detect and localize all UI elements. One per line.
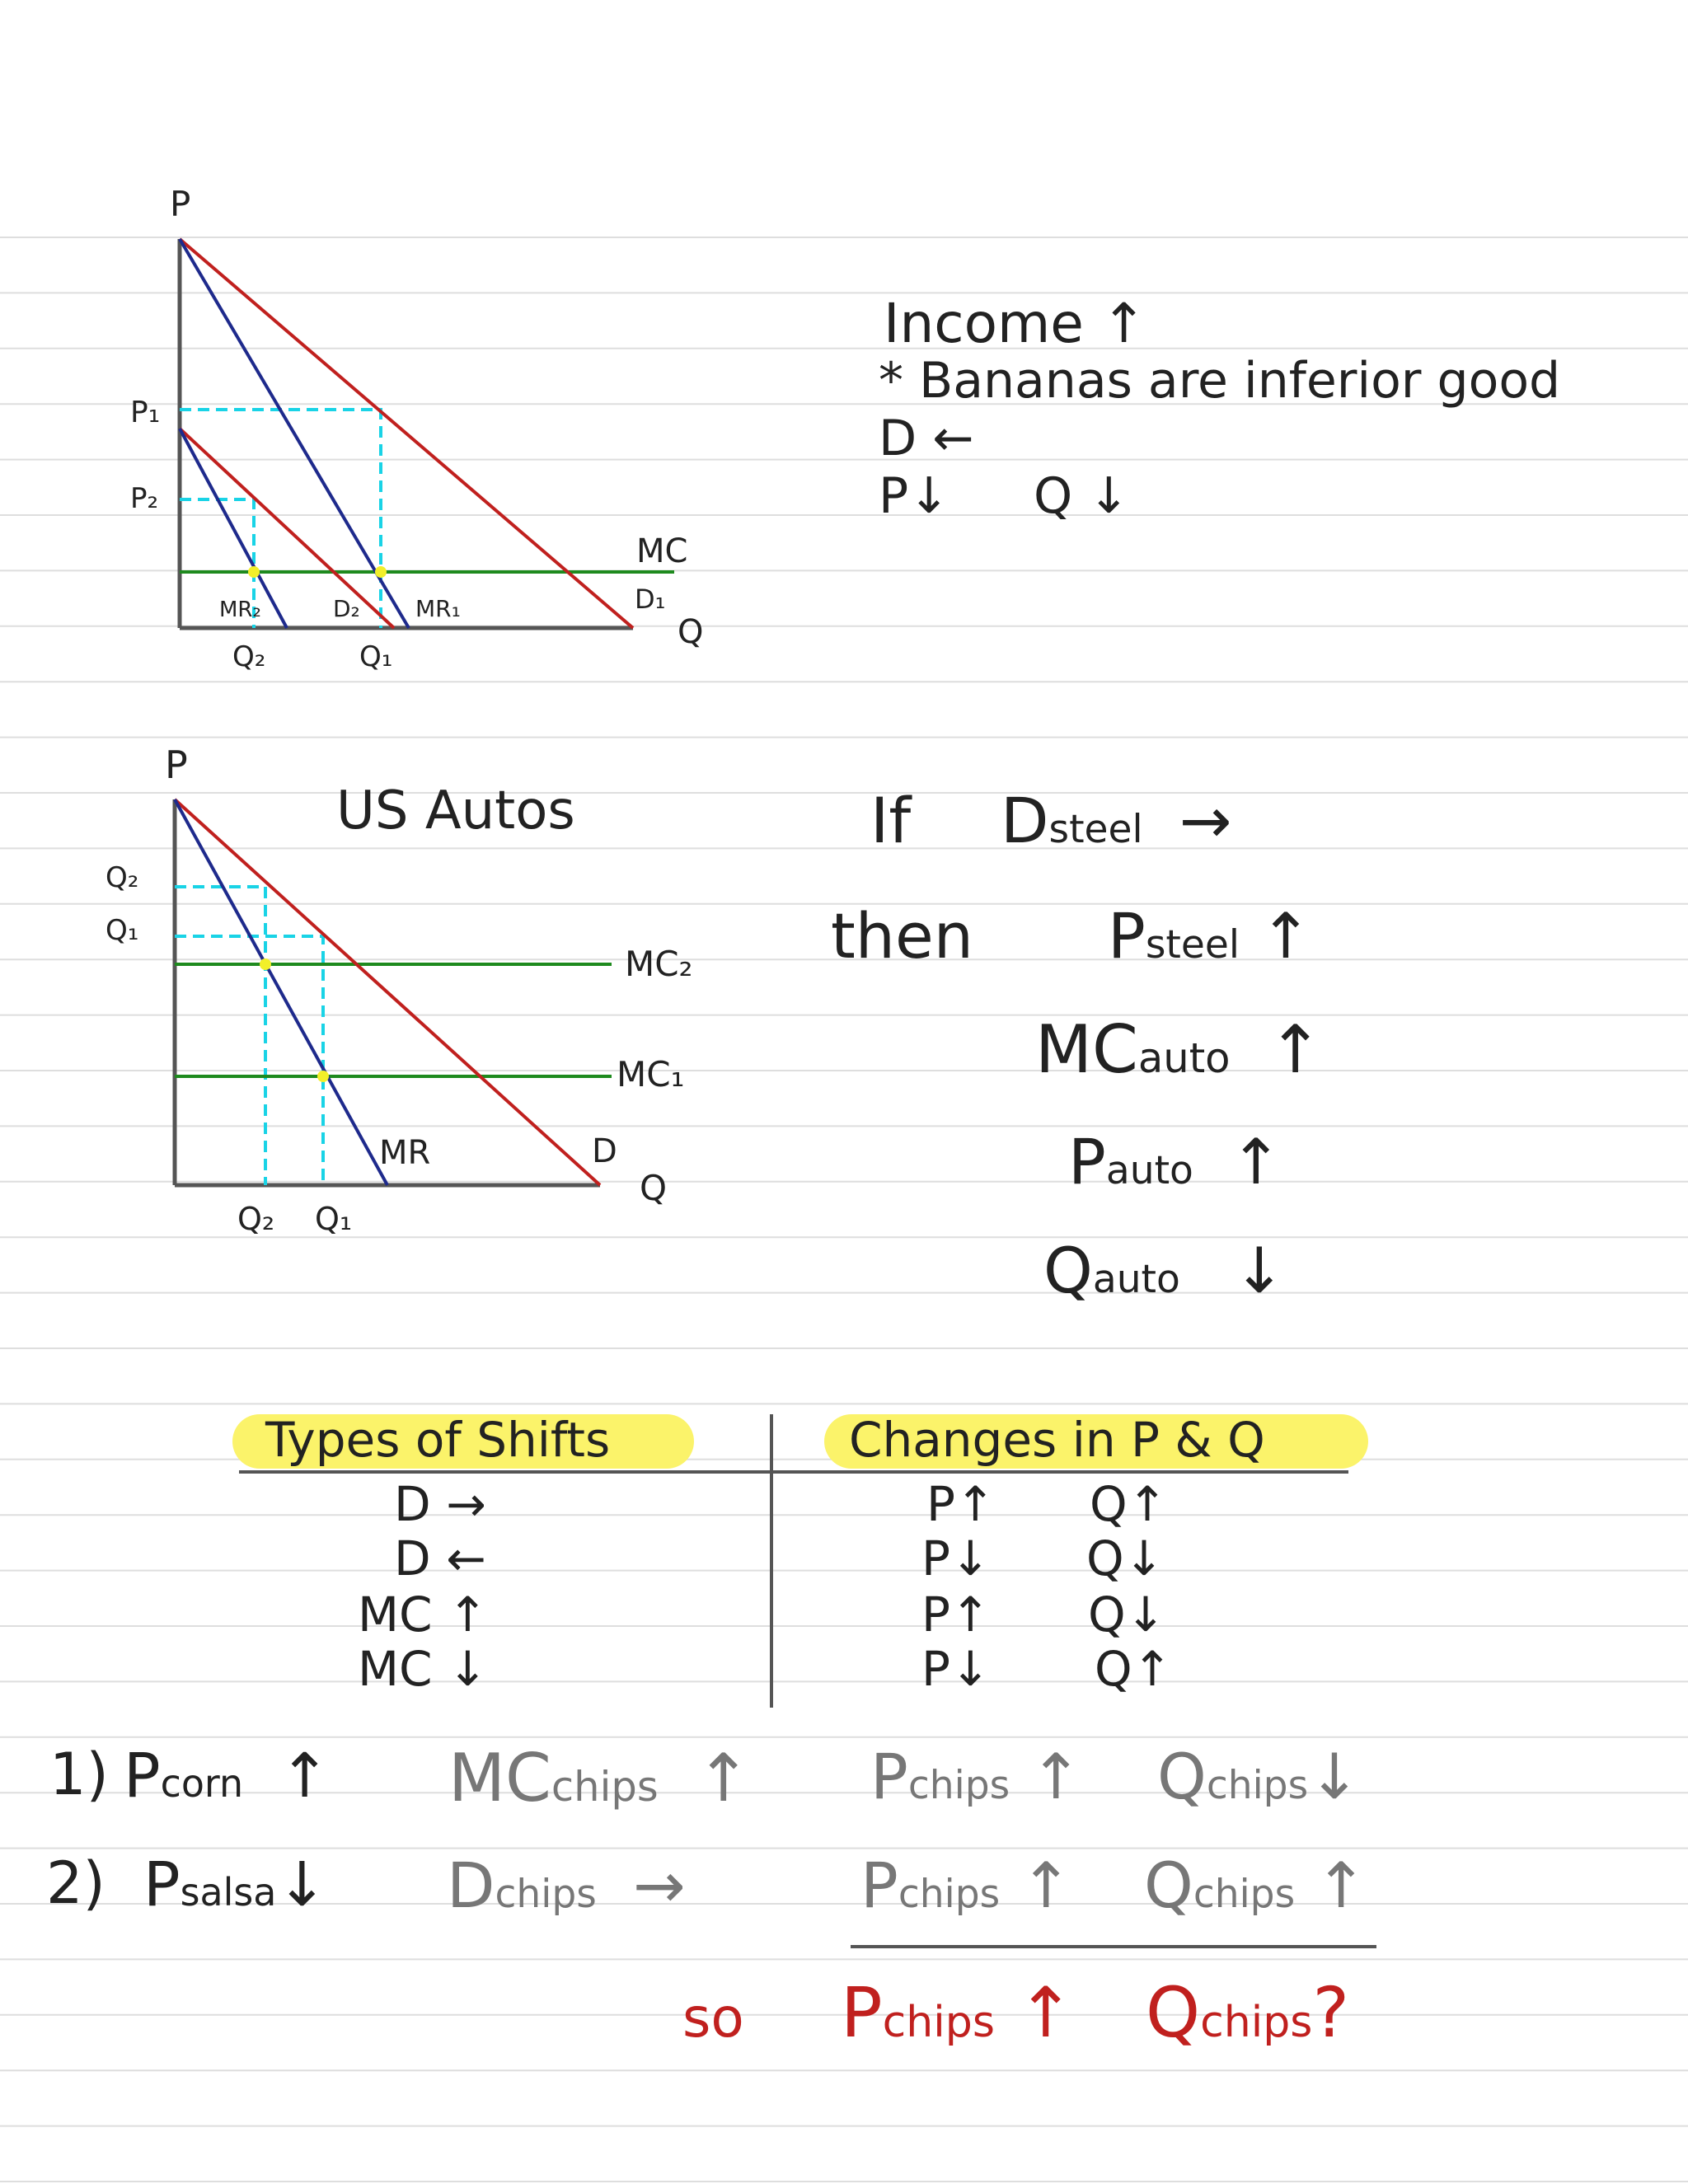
note-quantity-down: Q ↓ (1034, 467, 1130, 525)
example1-price-arrow: ↑ (1029, 1740, 1082, 1813)
note-q-auto-arrow: ↓ (1233, 1234, 1286, 1307)
graph1-d2-label: D₂ (333, 595, 360, 622)
graph1-mr2-label: MR₂ (219, 598, 261, 622)
example1-number: 1) (49, 1741, 109, 1808)
example2-effect-main: D (447, 1849, 495, 1922)
table-row-p: P↓ (921, 1530, 991, 1586)
note-q-auto-main: Q (1043, 1234, 1093, 1307)
note-if: If (870, 784, 912, 857)
note-income-up: Income ↑ (884, 292, 1147, 355)
note-p-auto-main: P (1068, 1125, 1106, 1198)
example2-price-arrow: ↑ (1020, 1849, 1072, 1922)
example1-effect-sub: chips (551, 1763, 659, 1811)
example1-quantity-main: Q (1157, 1740, 1207, 1813)
note-mc-auto-arrow: ↑ (1267, 1011, 1323, 1088)
table-row-q: Q↓ (1088, 1586, 1166, 1643)
note-p-steel-main: P (1108, 899, 1146, 972)
note-demand-left: D ← (879, 410, 974, 467)
example2-price-main: P (860, 1849, 898, 1922)
table-row-q: Q↑ (1090, 1476, 1168, 1532)
conclusion-quantity-mark: ? (1312, 1972, 1350, 2053)
example2-quantity-arrow: ↑ (1315, 1849, 1367, 1922)
note-bananas-inferior: * Bananas are inferior good (879, 352, 1561, 410)
example2-price-sub: chips (898, 1872, 1001, 1917)
example2-cause-sub: salsa (180, 1870, 277, 1915)
example1-quantity-sub: chips (1206, 1763, 1309, 1808)
table-row-p: P↑ (921, 1586, 991, 1643)
graph1-p1-label: P₁ (130, 396, 161, 429)
example2-price (860, 1849, 1072, 1922)
example1-cause (124, 1741, 331, 1811)
example1-cause-sub: corn (160, 1761, 244, 1806)
graph2-q2-axis-label: Q₂ (106, 861, 139, 894)
conclusion-so: so (682, 1986, 744, 2050)
conclusion-price-main: P (841, 1972, 883, 2053)
example1-effect-main: MC (448, 1740, 551, 1816)
graph1-axis-q-label: Q (678, 613, 704, 651)
conclusion-quantity-sub: chips (1200, 1998, 1313, 2047)
graph2-axis-q-label: Q (640, 1168, 668, 1208)
graph1-mc-label: MC (636, 532, 688, 570)
conclusion-price (841, 1972, 1076, 2053)
note-mc-auto-main: MC (1035, 1011, 1138, 1088)
graph2-mr-label: MR (379, 1134, 431, 1172)
note-then: then (831, 899, 973, 972)
graph2-q1-label: Q₁ (315, 1201, 353, 1237)
note-q-auto-sub: auto (1092, 1257, 1180, 1302)
example1-price-main: P (870, 1740, 908, 1813)
table-row-q: Q↑ (1095, 1641, 1173, 1697)
table-row-p: P↑ (926, 1476, 996, 1532)
note-d-steel-sub: steel (1048, 807, 1143, 852)
example1-quantity (1157, 1740, 1361, 1813)
table-row-shift: MC ↓ (358, 1641, 488, 1697)
graph1-axis-p-label: P (170, 184, 191, 224)
conclusion-quantity (1146, 1972, 1350, 2053)
example2-quantity (1144, 1849, 1367, 1922)
table-row-p: P↓ (921, 1641, 991, 1697)
note-d-steel-arrow: → (1179, 784, 1232, 857)
graph1-p2-label: P₂ (130, 482, 159, 515)
example2-effect-arrow: → (633, 1849, 686, 1922)
example1-price-sub: chips (907, 1763, 1010, 1808)
graph2-axis-p-label: P (165, 743, 188, 787)
conclusion-price-sub: chips (882, 1998, 995, 2047)
conclusion-quantity-main: Q (1146, 1972, 1201, 2053)
graph1-q2-label: Q₂ (232, 640, 266, 673)
note-p-auto-sub: auto (1105, 1148, 1193, 1193)
table-row-shift: D ← (394, 1530, 486, 1586)
example1-quantity-arrow: ↓ (1308, 1740, 1361, 1813)
example2-effect-sub: chips (495, 1872, 597, 1917)
note-p-steel-sub: steel (1145, 922, 1240, 968)
example2-cause-arrow: ↓ (276, 1849, 328, 1920)
example2-quantity-main: Q (1144, 1849, 1193, 1922)
graph2-d-label: D (592, 1132, 617, 1170)
note-price-down: P↓ (879, 467, 950, 525)
graph2-mc2-label: MC₂ (625, 944, 693, 984)
graph1-mr1-label: MR₁ (415, 595, 461, 622)
example1-effect-arrow: ↑ (696, 1740, 752, 1816)
note-mc-auto-sub: auto (1137, 1034, 1231, 1082)
example2-cause (143, 1849, 328, 1920)
example1-effect (448, 1740, 752, 1816)
example1-price (870, 1740, 1082, 1813)
graph2-title: US Autos (336, 780, 575, 841)
graph2-mc1-label: MC₁ (617, 1054, 685, 1094)
graph1-q1-label: Q₁ (359, 640, 393, 673)
note-d-steel-main: D (1001, 784, 1049, 857)
example1-cause-arrow: ↑ (279, 1741, 331, 1811)
graph2-q2-label: Q₂ (237, 1201, 275, 1237)
example2-number: 2) (46, 1849, 106, 1917)
table-row-shift: D → (394, 1476, 486, 1532)
graph2-q1-axis-label: Q₁ (106, 914, 139, 947)
note-p-auto-arrow: ↑ (1230, 1125, 1282, 1198)
note-p-steel-arrow: ↑ (1259, 899, 1312, 972)
example2-quantity-sub: chips (1193, 1872, 1296, 1917)
example2-effect (447, 1849, 686, 1922)
table-row-q: Q↓ (1086, 1530, 1165, 1586)
conclusion-price-arrow: ↑ (1016, 1972, 1076, 2053)
graph1-d1-label: D₁ (635, 583, 666, 615)
example1-cause-main: P (124, 1741, 161, 1811)
table-header-changes: Changes in P & Q (849, 1412, 1265, 1468)
table-row-shift: MC ↑ (358, 1586, 488, 1643)
example2-cause-main: P (143, 1849, 181, 1920)
table-header-types: Types of Shifts (265, 1412, 611, 1468)
